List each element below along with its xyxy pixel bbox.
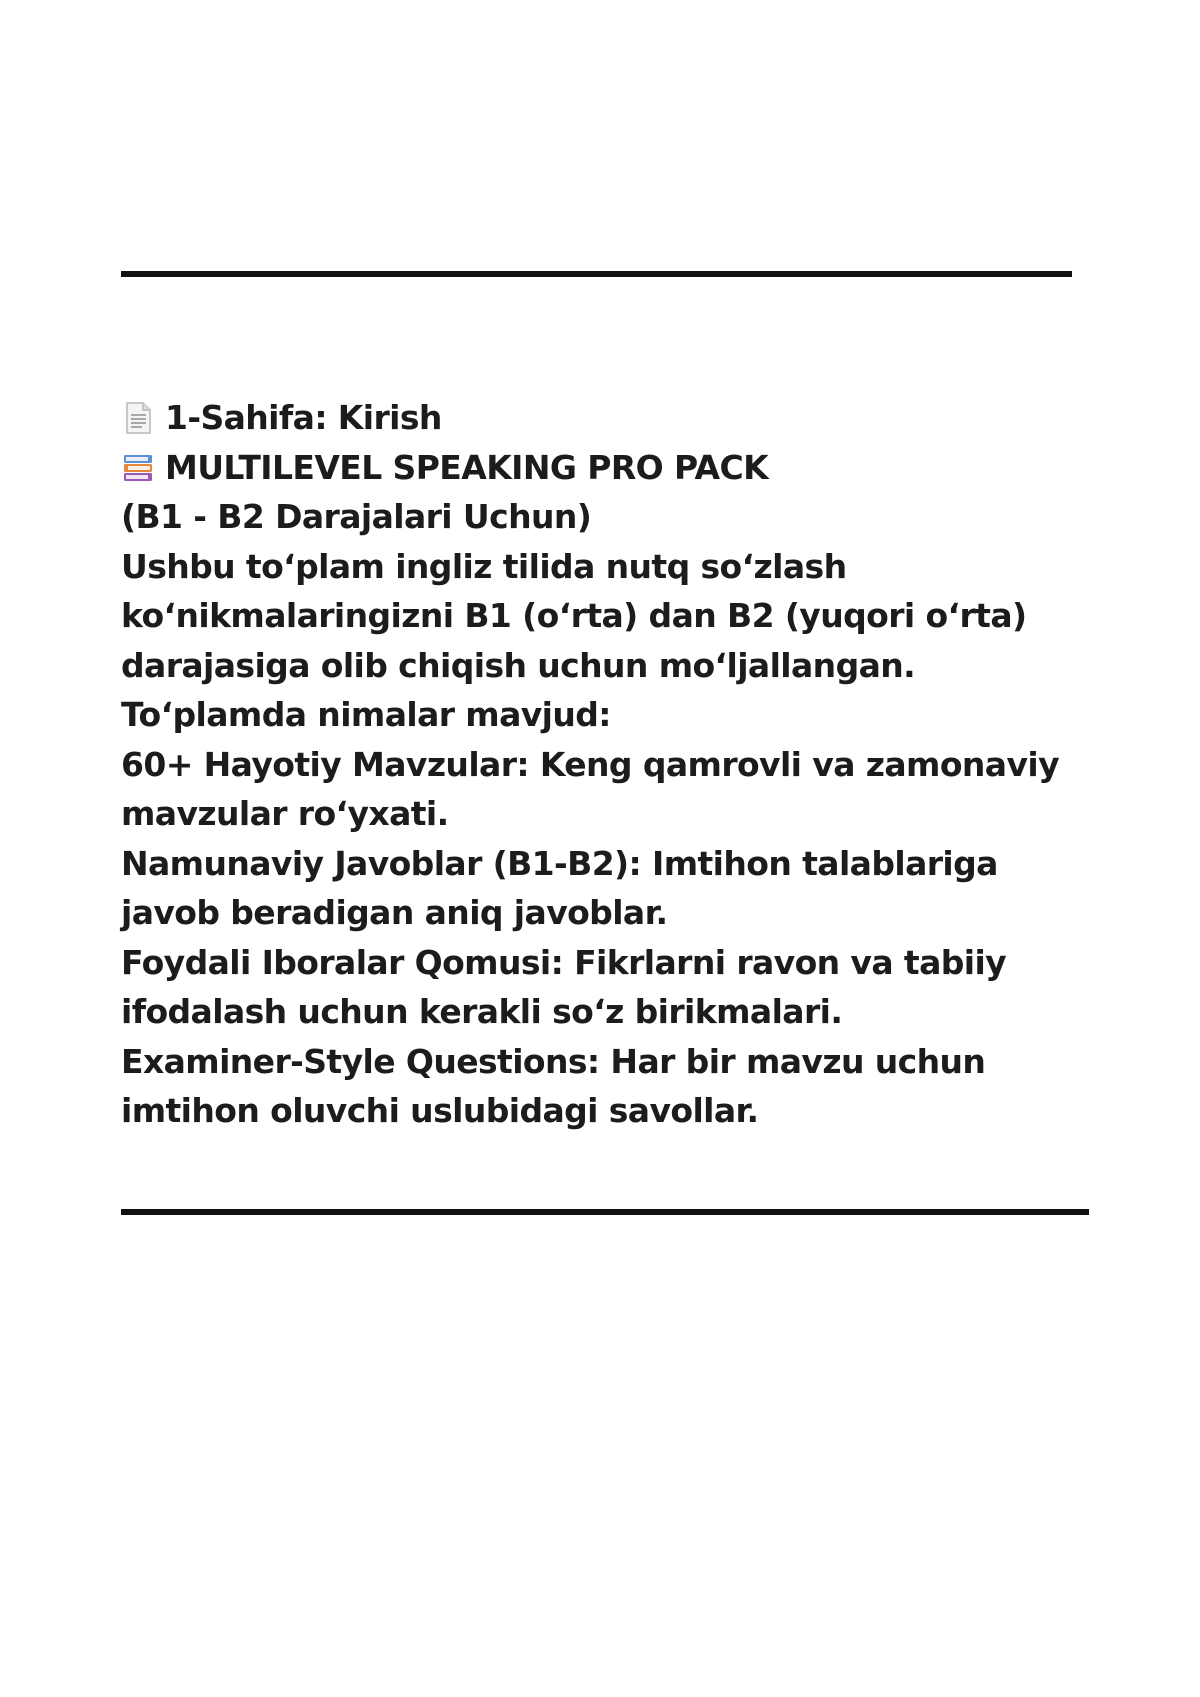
body-line: Foydali Iboralar Qomusi: Fikrlarni ravon va tabiiy — [121, 942, 1007, 982]
top-divider — [121, 271, 1072, 277]
body-line: darajasiga olib chiqish uchun mo‘ljallangan. — [121, 645, 916, 685]
body-line: javob beradigan aniq javoblar. — [121, 893, 668, 932]
body-line: imtihon oluvchi uslubidagi savollar. — [121, 1091, 759, 1130]
body-line: (B1 - B2 Darajalari Uchun) — [121, 497, 592, 536]
page-label: 1-Sahifa: Kirish — [165, 398, 442, 437]
body-line: To‘plamda nimalar mavjud: — [121, 695, 611, 734]
document-body — [121, 393, 1101, 1136]
body-line: ko‘nikmalaringizni B1 (o‘rta) dan B2 (yuqori o‘rta) — [121, 596, 1027, 635]
document-title: MULTILEVEL SPEAKING PRO PACK — [165, 447, 769, 487]
page-facing-up-icon — [121, 401, 155, 435]
page-label-line — [121, 393, 1101, 443]
body-line: Ushbu to‘plam ingliz tilida nutq so‘zlash — [121, 546, 847, 586]
body-line: Examiner-Style Questions: Har bir mavzu uchun — [121, 1041, 986, 1081]
body-line: 60+ Hayotiy Mavzular: Keng qamrovli va zamonaviy — [121, 744, 1059, 784]
body-line: mavzular ro‘yxati. — [121, 794, 449, 833]
title-line — [121, 443, 1101, 493]
bottom-divider — [121, 1209, 1089, 1215]
body-line: ifodalash uchun kerakli so‘z birikmalari. — [121, 992, 843, 1031]
body-line: Namunaviy Javoblar (B1-B2): Imtihon talablariga — [121, 843, 998, 883]
books-icon — [121, 451, 155, 485]
